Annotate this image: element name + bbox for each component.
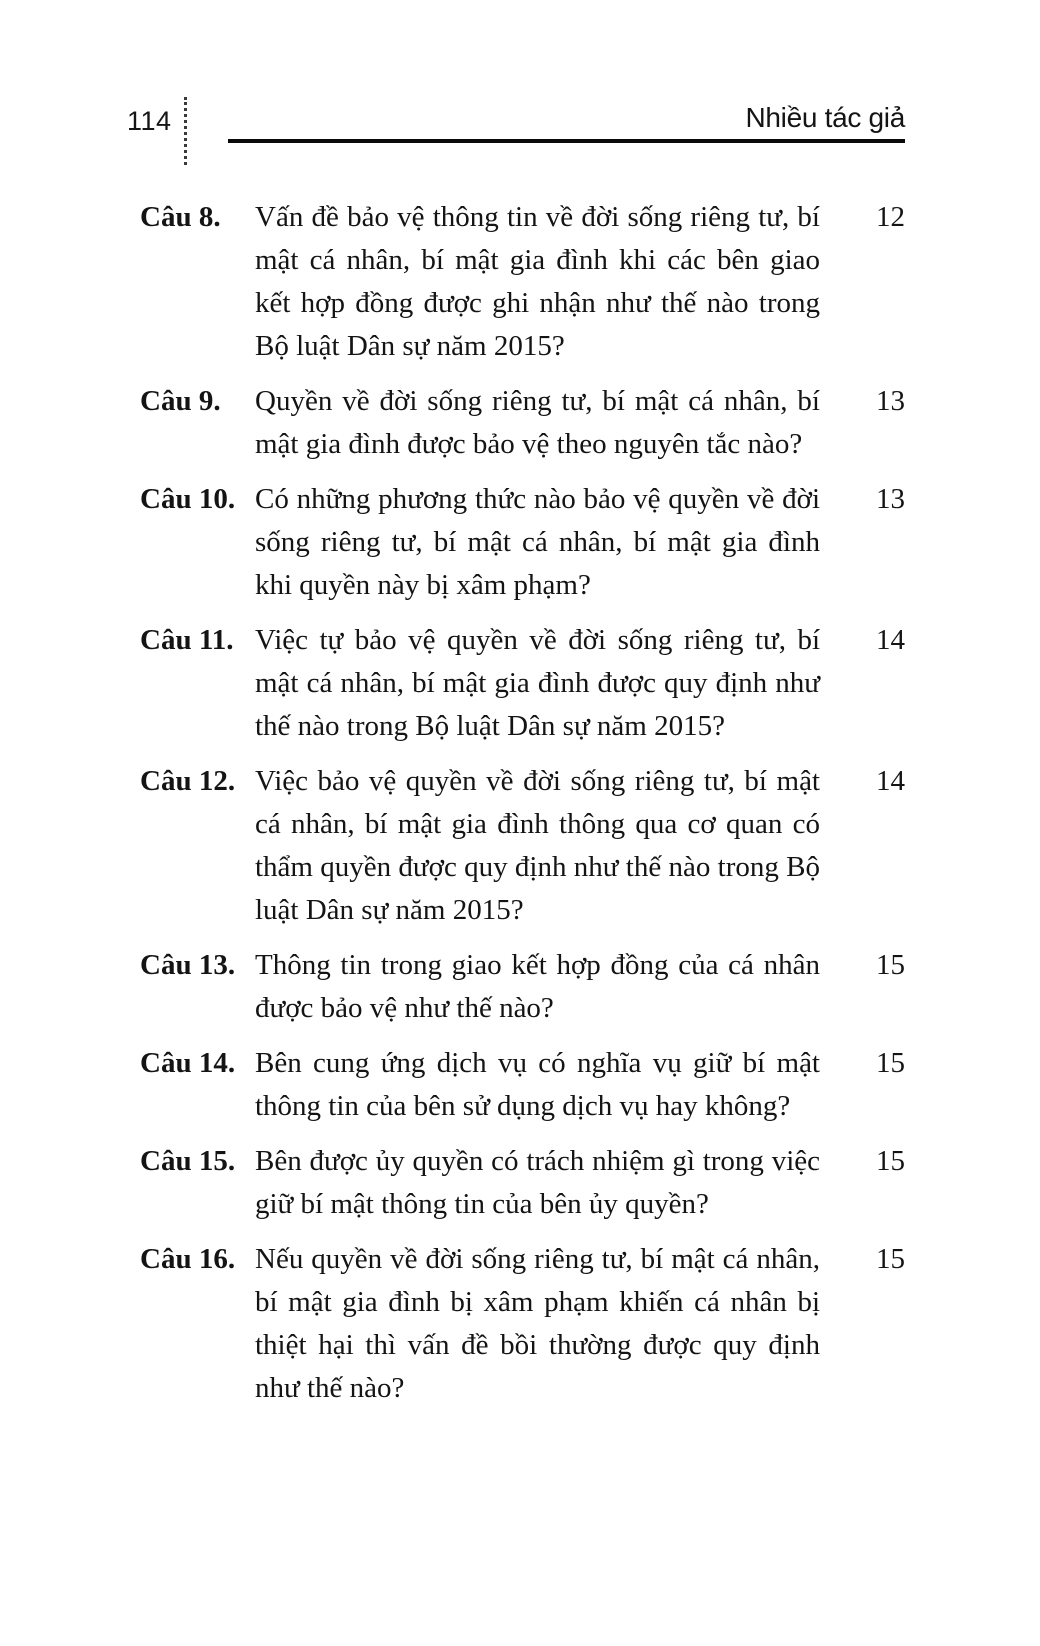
toc-entry xyxy=(140,1042,905,1128)
header-rule xyxy=(228,139,905,143)
entry-page-number: 15 xyxy=(876,1145,905,1177)
entry-question-text: Thông tin trong giao kết hợp đồng của cá nhân được bảo vệ như thế nào? xyxy=(255,949,820,1024)
toc-entry xyxy=(140,944,905,1030)
entry-question-text: Có những phương thức nào bảo vệ quyền về đời sống riêng tư, bí mật cá nhân, bí mật gia đình khi quyền này bị xâm phạm? xyxy=(255,483,820,601)
entry-label: Câu 13. xyxy=(140,949,236,981)
entry-page-number: 14 xyxy=(876,624,905,656)
entry-question-text: Bên được ủy quyền có trách nhiệm gì trong việc giữ bí mật thông tin của bên ủy quyền? xyxy=(255,1145,820,1220)
entry-label: Câu 9. xyxy=(140,385,221,417)
entry-question-text: Quyền về đời sống riêng tư, bí mật cá nhân, bí mật gia đình được bảo vệ theo nguyên tắc nào? xyxy=(255,385,820,460)
dotted-divider xyxy=(184,97,187,165)
toc-entry xyxy=(140,380,905,466)
entry-label: Câu 15. xyxy=(140,1145,236,1177)
entry-label: Câu 16. xyxy=(140,1243,236,1275)
entry-page-number: 12 xyxy=(876,201,905,233)
entry-label: Câu 14. xyxy=(140,1047,236,1079)
folio-page-number: 114 xyxy=(127,106,172,136)
entry-label: Câu 12. xyxy=(140,765,236,797)
entry-question-text: Việc tự bảo vệ quyền về đời sống riêng tư, bí mật cá nhân, bí mật gia đình được quy định như thế nào trong Bộ luật Dân sự năm 2015? xyxy=(255,624,820,742)
entry-label: Câu 8. xyxy=(140,201,221,233)
entry-question-text: Vấn đề bảo vệ thông tin về đời sống riêng tư, bí mật cá nhân, bí mật gia đình khi các bên giao kết hợp đồng được ghi nhận như thế nào trong Bộ luật Dân sự năm 2015? xyxy=(255,201,820,362)
entry-page-number: 13 xyxy=(876,483,905,515)
entry-question-text: Việc bảo vệ quyền về đời sống riêng tư, bí mật cá nhân, bí mật gia đình thông qua cơ quan có thẩm quyền được quy định như thế nào trong Bộ luật Dân sự năm 2015? xyxy=(255,765,820,926)
toc-entry xyxy=(140,478,905,607)
entry-question-text: Bên cung ứng dịch vụ có nghĩa vụ giữ bí mật thông tin của bên sử dụng dịch vụ hay không? xyxy=(255,1047,820,1122)
toc-entry xyxy=(140,619,905,748)
entry-page-number: 13 xyxy=(876,385,905,417)
entry-label: Câu 11. xyxy=(140,624,234,656)
entry-label: Câu 10. xyxy=(140,483,236,515)
toc-entry xyxy=(140,1140,905,1226)
toc-entry xyxy=(140,760,905,932)
entry-page-number: 14 xyxy=(876,765,905,797)
entry-question-text: Nếu quyền về đời sống riêng tư, bí mật cá nhân, bí mật gia đình bị xâm phạm khiến cá nhân bị thiệt hại thì vấn đề bồi thường được quy định như thế nào? xyxy=(255,1243,820,1404)
toc-entry xyxy=(140,1238,905,1410)
entry-page-number: 15 xyxy=(876,949,905,981)
entry-page-number: 15 xyxy=(876,1243,905,1275)
toc-entry xyxy=(140,196,905,368)
running-head: Nhiều tác giả xyxy=(745,102,905,133)
entry-page-number: 15 xyxy=(876,1047,905,1079)
toc-list xyxy=(140,196,905,1422)
